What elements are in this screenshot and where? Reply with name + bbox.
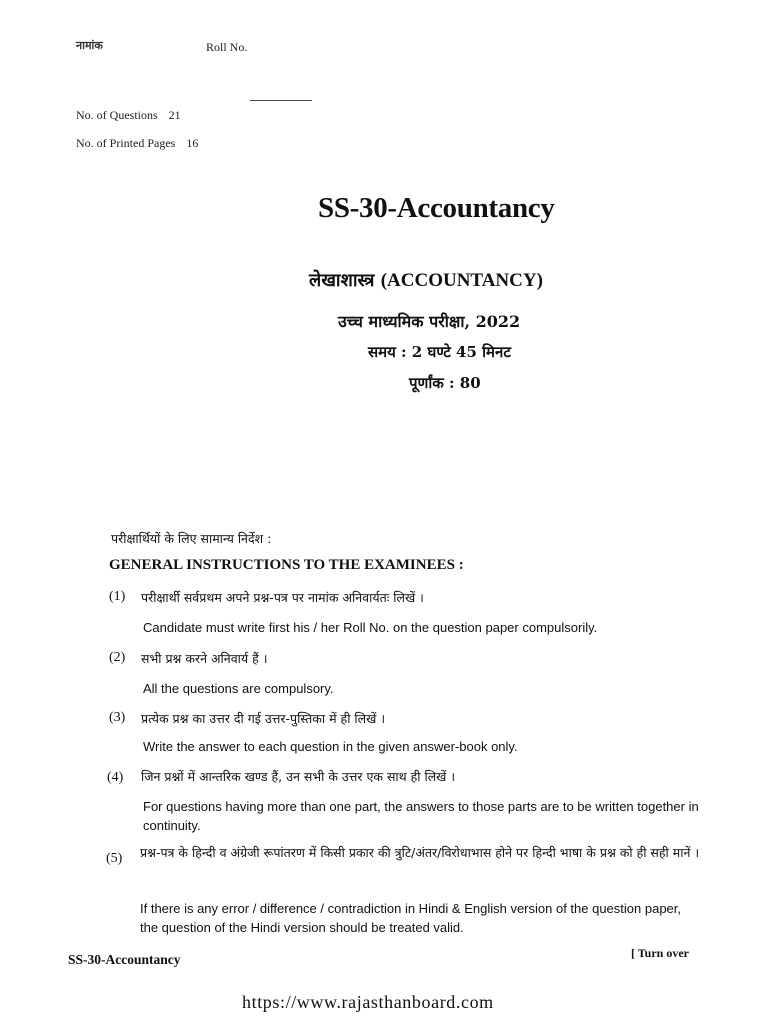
instructions-heading-english: GENERAL INSTRUCTIONS TO THE EXAMINEES : — [109, 557, 464, 573]
instruction-english: All the questions are compulsory. — [143, 681, 334, 696]
questions-count — [76, 108, 181, 123]
roll-label-english: Roll No. — [206, 40, 248, 54]
instruction-number: (1) — [109, 589, 126, 604]
instruction-number: (2) — [109, 650, 126, 665]
pages-label: No. of Printed Pages — [76, 136, 176, 150]
instruction-hindi: प्रत्येक प्रश्न का उत्तर दी गई उत्तर-पुस्तिका में ही लिखें । — [141, 711, 386, 726]
instruction-english: For questions having more than one part, the answers to those parts are to be written together in continuity. — [143, 799, 699, 833]
max-marks: पूर्णांक : 80 — [409, 374, 481, 392]
pages-value: 16 — [186, 136, 199, 150]
questions-label: No. of Questions — [76, 108, 158, 122]
source-url: https://www.rajasthanboard.com — [242, 992, 494, 1012]
instruction-number: (5) — [106, 851, 123, 866]
instructions-heading-hindi: परीक्षार्थियों के लिए सामान्य निर्देश : — [111, 531, 272, 546]
instruction-number: (3) — [109, 710, 126, 725]
pages-count — [76, 136, 198, 151]
instruction-hindi: परीक्षार्थी सर्वप्रथम अपने प्रश्न-पत्र पर नामांक अनिवार्यतः लिखें । — [141, 590, 424, 605]
instruction-english: Candidate must write first his / her Roll No. on the question paper compulsorily. — [143, 620, 598, 635]
roll-label-hindi: नामांक — [76, 39, 103, 52]
instruction-hindi: प्रश्न-पत्र के हिन्दी व अंग्रेजी रूपांतरण में किसी प्रकार की त्रुटि/अंतर/विरोधाभास होने पर हिन्दी भाषा के प्रश्न को ही सही मानें । — [140, 845, 700, 860]
footer-paper-code: SS-30-Accountancy — [68, 952, 181, 967]
subject-line — [309, 268, 543, 292]
instruction-number: (4) — [107, 770, 124, 785]
exam-name: उच्च माध्यमिक परीक्षा, 2022 — [338, 312, 521, 331]
instruction-english: Write the answer to each question in the given answer-book only. — [143, 739, 518, 754]
questions-value: 21 — [168, 108, 181, 122]
instruction-hindi: जिन प्रश्नों में आन्तरिक खण्ड हैं, उन सभी के उत्तर एक साथ ही लिखें । — [141, 769, 456, 784]
instruction-hindi: सभी प्रश्न करने अनिवार्य हैं । — [141, 651, 268, 666]
instruction-english: If there is any error / difference / contradiction in Hindi & English version of the question paper, the question of the Hindi version should be treated valid. — [140, 901, 682, 935]
roll-number-line — [250, 100, 312, 101]
turn-over-note: [ Turn over — [631, 946, 690, 960]
paper-title: SS-30-Accountancy — [318, 192, 555, 224]
subject-hindi: लेखाशास्त्र — [309, 270, 375, 291]
subject-english: (ACCOUNTANCY) — [380, 270, 543, 291]
exam-time: समय : 2 घण्टे 45 मिनट — [368, 343, 511, 361]
